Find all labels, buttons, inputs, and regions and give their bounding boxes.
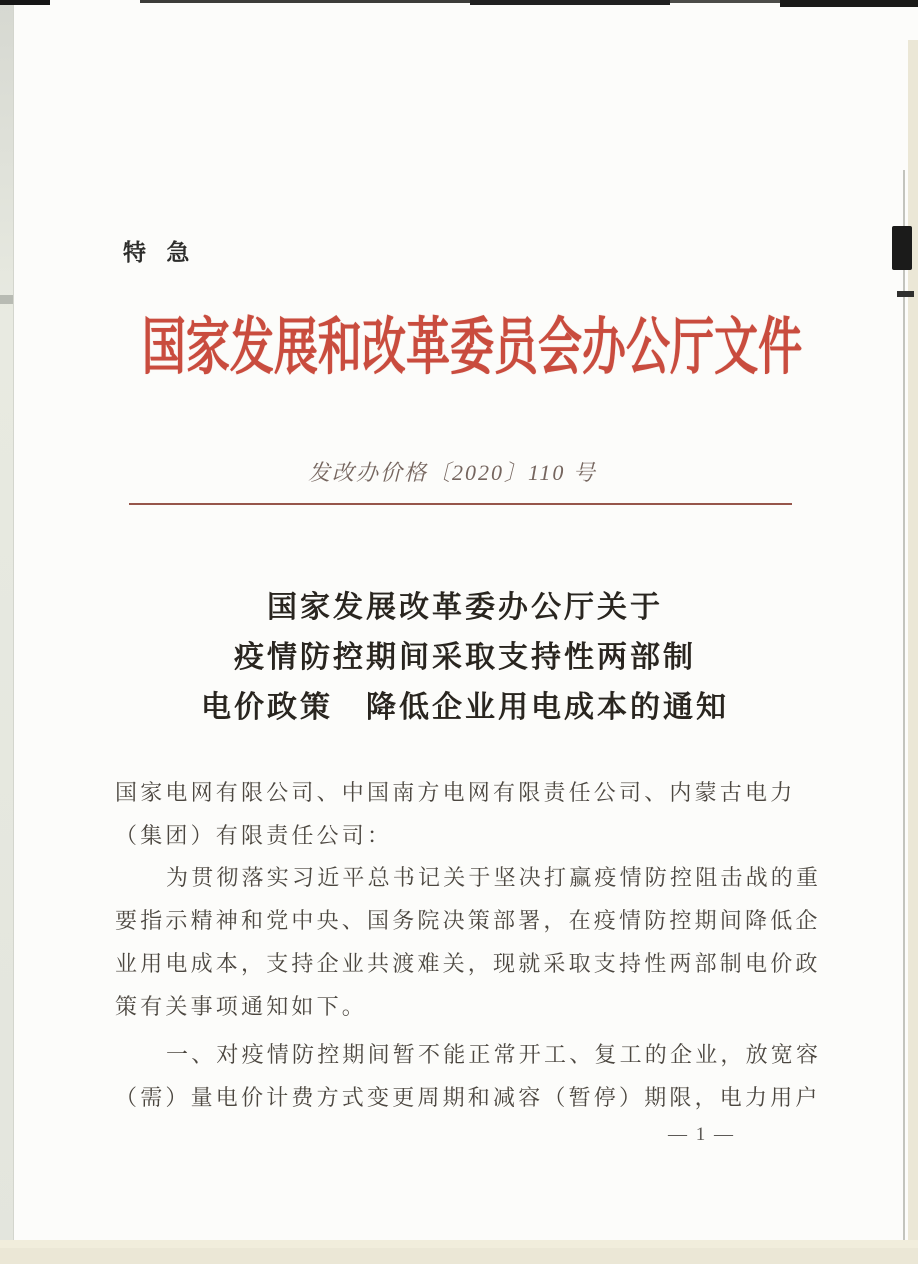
scan-top-edge-bar bbox=[670, 0, 782, 3]
scan-edge-left-mark bbox=[0, 295, 13, 304]
body-text-line: 要指示精神和党中央、国务院决策部署，在疫情防控期间降低企 bbox=[115, 908, 821, 934]
urgency-label: 特 急 bbox=[123, 239, 197, 265]
document-title bbox=[0, 583, 918, 733]
scan-right-ink-blob bbox=[892, 226, 912, 270]
recipient-line: （集团）有限责任公司： bbox=[115, 822, 393, 848]
body-text-line: 为贯彻落实习近平总书记关于坚决打赢疫情防控阻击战的重 bbox=[166, 865, 822, 891]
document-reference-number: 发改办价格〔2020〕110 号 bbox=[308, 460, 597, 485]
body-text-line: 策有关事项通知如下。 bbox=[115, 993, 368, 1019]
recipient-line: 国家电网有限公司、中国南方电网有限责任公司、内蒙古电力 bbox=[115, 780, 796, 805]
document-title-line: 疫情防控期间采取支持性两部制 bbox=[234, 641, 696, 674]
scan-edge-bottom bbox=[0, 1248, 918, 1264]
scan-top-edge-bar bbox=[140, 0, 470, 3]
page-number: — 1 — bbox=[668, 1124, 735, 1145]
red-divider-line bbox=[129, 503, 792, 505]
document-body bbox=[115, 772, 822, 1120]
document-title-line: 国家发展改革委办公厅关于 bbox=[267, 591, 663, 624]
body-text-line: 一、对疫情防控期间暂不能正常开工、复工的企业，放宽容 bbox=[166, 1042, 822, 1068]
scan-top-ink-blob bbox=[0, 0, 50, 5]
body-text-line: 业用电成本，支持企业共渡难关，现就采取支持性两部制电价政 bbox=[115, 950, 821, 976]
issuing-agency-letterhead: 国家发展和改革委员会办公厅文件 bbox=[141, 314, 803, 382]
scan-bottom-edge-highlight bbox=[0, 1240, 918, 1248]
scan-top-edge-bar bbox=[470, 0, 670, 5]
scan-top-edge-bar bbox=[780, 0, 918, 7]
body-text-line: （需）量电价计费方式变更周期和减容（暂停）期限，电力用户 bbox=[115, 1084, 821, 1110]
document-title-line: 电价政策 降低企业用电成本的通知 bbox=[201, 691, 729, 724]
scan-right-ink-dash bbox=[897, 291, 914, 297]
